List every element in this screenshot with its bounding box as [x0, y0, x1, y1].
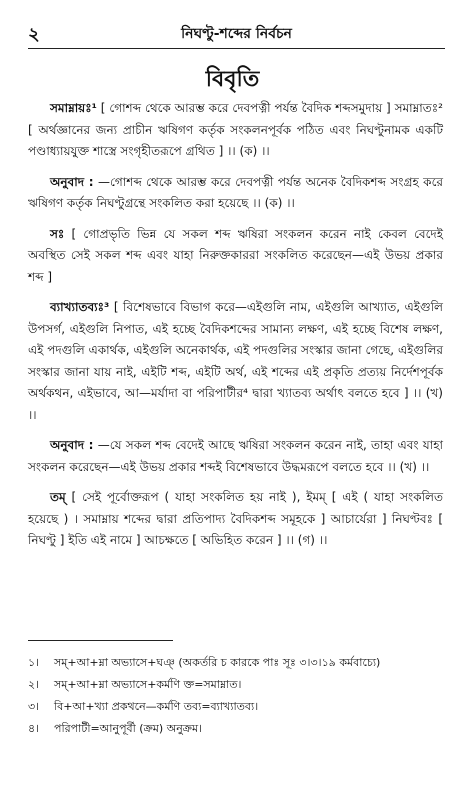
paragraph-text: —যে সকল শব্দ বেদেই আছে ঋষিরা সংকলন করেন নাই, তাহা এবং যাহা সংকলন করেছেন—এই উভয় প্রকার শব্দই বিশেষভাবে উদ্ধমরূপে বলতে হবে ।। (খ) ।। [28, 438, 443, 474]
paragraph-lead: সঃ [50, 226, 65, 241]
footnote-text: সম্+আ+ম্না অভ্যাসে+কর্মণি ক্ত=সমাম্নাত। [54, 678, 242, 691]
section-title: বিবৃতি [205, 67, 260, 92]
paragraph-lead: ব্যাখ্যাতব্যঃ³ [50, 300, 110, 314]
paragraph-text: [ গোশব্দ থেকে আরম্ভ করে দেবপত্নী পর্যন্ত বৈদিক শব্দসমুদায় ] সমাম্নাতঃ² [ অর্থজ্ঞানের জন্য প্রাচীন ঋষিগণ কর্তৃক সংকলনপূর্বক পঠিত এবং নিঘণ্টুনামক একটি পণ্ডাধ্যায়যুক্ত শাস্ত্রে সংগৃহীতরূপে গ্রথিত ] ।। (ক) ।। [28, 101, 443, 158]
paragraph [28, 224, 443, 289]
paragraph-text: [ বিশেষভাবে বিভাগ করে—এইগুলি নাম, এইগুলি আখ্যাত, এইগুলি উপসর্গ, এইগুলি নিপাত, এই হচ্ছে বৈদিকশব্দের সামান্য লক্ষণ, এই হচ্ছে বিশেষ লক্ষণ, এই পদগুলি একার্থক, এইগুলি অনেকার্থক, এই পদগুলির সংস্কার জানা গেছে, এইগুলির সংস্কার জানা যায় নাই, এইটি শব্দ, এইটি অর্থ, এই শব্দের এই প্রকৃতি প্রত্যয় নির্দেশপূর্বক অর্থকথন, এইভাবে, আ—মর্যাদা বা পরিপাটীর⁴ দ্বারা খ্যাতব্য অর্থাৎ বলতে হবে ] ।। (খ) ।। [28, 300, 443, 422]
footnote-number: ২। [28, 678, 40, 691]
paragraph-lead: সমাম্নায়ঃ¹ [50, 101, 97, 115]
paragraph-text: —গোশব্দ থেকে আরম্ভ করে দেবপত্নী পর্যন্ত অনেক বৈদিকশব্দ সংগ্রহ করে ঋষিগণ কর্তৃক নিঘণ্টুগ্রন্থে সংকলিত করা হয়েছে ।। (ক) ।। [28, 174, 443, 210]
footnote-number: ৩। [28, 700, 40, 713]
paragraph-lead: অনুবাদ : [50, 438, 94, 452]
footnote-text: বি+আ+খ্যা প্রকথনে—কর্মণি তব্য=ব্যাখ্যাতব্য। [54, 700, 259, 713]
footnote-text: পরিপাটী=আনুপূর্বী (ক্রম) অনুক্রম। [54, 722, 203, 735]
page-header [28, 20, 445, 50]
paragraph-lead: অনুবাদ : [50, 174, 94, 189]
paragraph [28, 297, 443, 426]
paragraph [28, 98, 443, 163]
footnotes [28, 652, 443, 740]
paragraph [28, 172, 443, 215]
running-title: নিঘণ্টু-শব্দের নির্বচন [181, 26, 292, 42]
paragraph-lead: তম্ [50, 490, 66, 504]
footnote [28, 674, 443, 696]
footnote-number: ৪। [28, 722, 40, 735]
footnote-text: সম্+আ+ম্না অভ্যাসে+ঘঞ্ (অকর্তরি চ কারকে পাঃ সূঃ ৩।৩।১৯ কর্মবাচ্যে) [54, 656, 381, 669]
header-divider [28, 48, 445, 49]
footnote-divider [28, 640, 173, 641]
paragraph-text: [ গোপ্রভৃতি ভিন্ন যে সকল শব্দ ঋষিরা সংকলন করেন নাই কেবল বেদেই অবস্থিত সেই সকল শব্দ এবং যাহা নিরুক্তকাররা সংকলিত করেছেন—এই উভয় প্রকার শব্দ ] [28, 226, 443, 284]
page-number: ২ [28, 24, 40, 45]
paragraph-text: [ সেই পূর্বোক্তরূপ ( যাহা সংকলিত হয় নাই ), ইমম্ [ এই ( যাহা সংকলিত হয়েছে ) । সমাম্নায় শব্দের দ্বারা প্রতিপাদ্য বৈদিকশব্দ সমূহকে ] আচার্যেরা ] নিঘণ্টবঃ [ নিঘণ্টু ] ইতি এই নামে ] আচক্ষতে [ অভিহিত করেন ] ।। (গ) ।। [28, 490, 443, 547]
paragraph [28, 487, 443, 552]
footnote [28, 718, 443, 740]
footnote [28, 652, 443, 674]
footnote-number: ১। [28, 656, 40, 669]
footnote [28, 696, 443, 718]
paragraph [28, 435, 443, 478]
body-text [28, 98, 443, 561]
